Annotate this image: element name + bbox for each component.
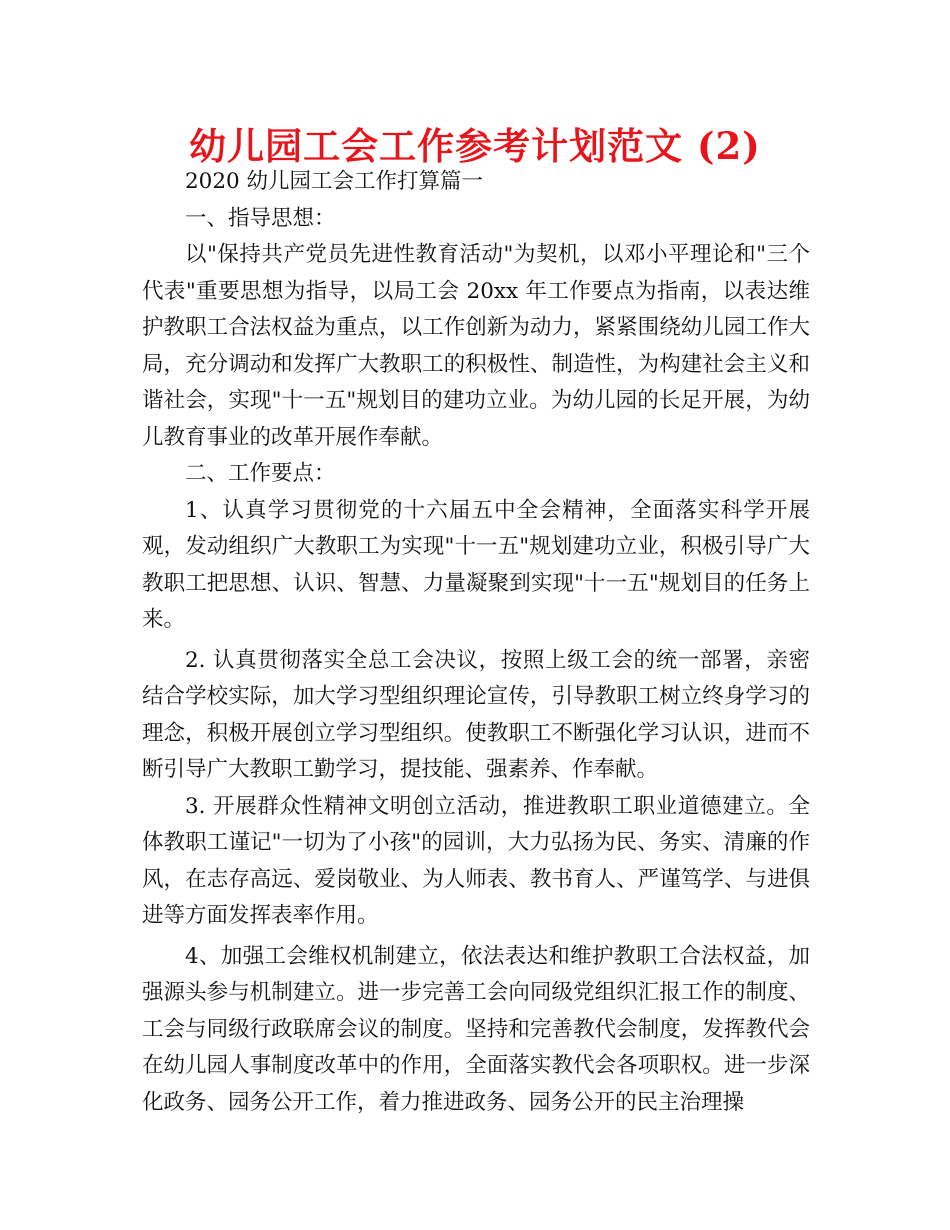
paragraph-point-3: 3. 开展群众性精神文明创立活动，推进教职工职业道德建立。全体教职工谨记"一切为了小孩"的园训，大力弘扬为民、务实、清廉的作风，在志存高远、爱岗敬业、为人师表、教书育人、严谨笃学、与进俱进等方面发挥表率作用。 [142,793,810,928]
paragraph-point-2: 2. 认真贯彻落实全总工会决议，按照上级工会的统一部署，亲密结合学校实际，加大学习型组织理论宣传，引导教职工树立终身学习的理念，积极开展创立学习型组织。使教职工不断强化学习认识，进而不断引导广大教职工勤学习，提技能、强素养、作奉献。 [142,647,810,782]
paragraph-point-1: 1、认真学习贯彻党的十六届五中全会精神，全面落实科学开展观，发动组织广大教职工为实现"十一五"规划建功立业，积极引导广大教职工把思想、认识、智慧、力量凝聚到实现"十一五"规划目的任务上来。 [142,497,810,632]
subtitle: 2020 幼儿园工会工作打算篇一 [185,169,484,194]
document-body [142,164,810,1121]
section-heading-guiding-thought: 一、指导思想： [185,205,336,231]
section-heading-work-points: 二、工作要点： [185,461,336,486]
document-title: 幼儿园工会工作参考计划范文 (2) [189,124,761,168]
paragraph-guiding-thought: 以"保持共产党员先进性教育活动"为契机，以邓小平理论和"三个代表"重要思想为指导，以局工会 20xx 年工作要点为指南，以表达维护教职工合法权益为重点，以工作创新为动力，紧紧围绕幼儿园工作大局，充分调动和发挥广大教职工的积极性、制造性，为构建社会主义和谐社会，实现"十一五"规划目的建功立业。为幼儿园的长足开展，为幼儿教育事业的改革开展作奉献。 [142,242,810,450]
paragraph-point-4: 4、加强工会维权机制建立，依法表达和维护教职工合法权益，加强源头参与机制建立。进一步完善工会向同级党组织汇报工作的制度、工会与同级行政联席会议的制度。坚持和完善教代会制度，发挥教代会在幼儿园人事制度改革中的作用，全面落实教代会各项职权。进一步深化政务、园务公开工作，着力推进政务、园务公开的民主治理操 [142,943,810,1115]
